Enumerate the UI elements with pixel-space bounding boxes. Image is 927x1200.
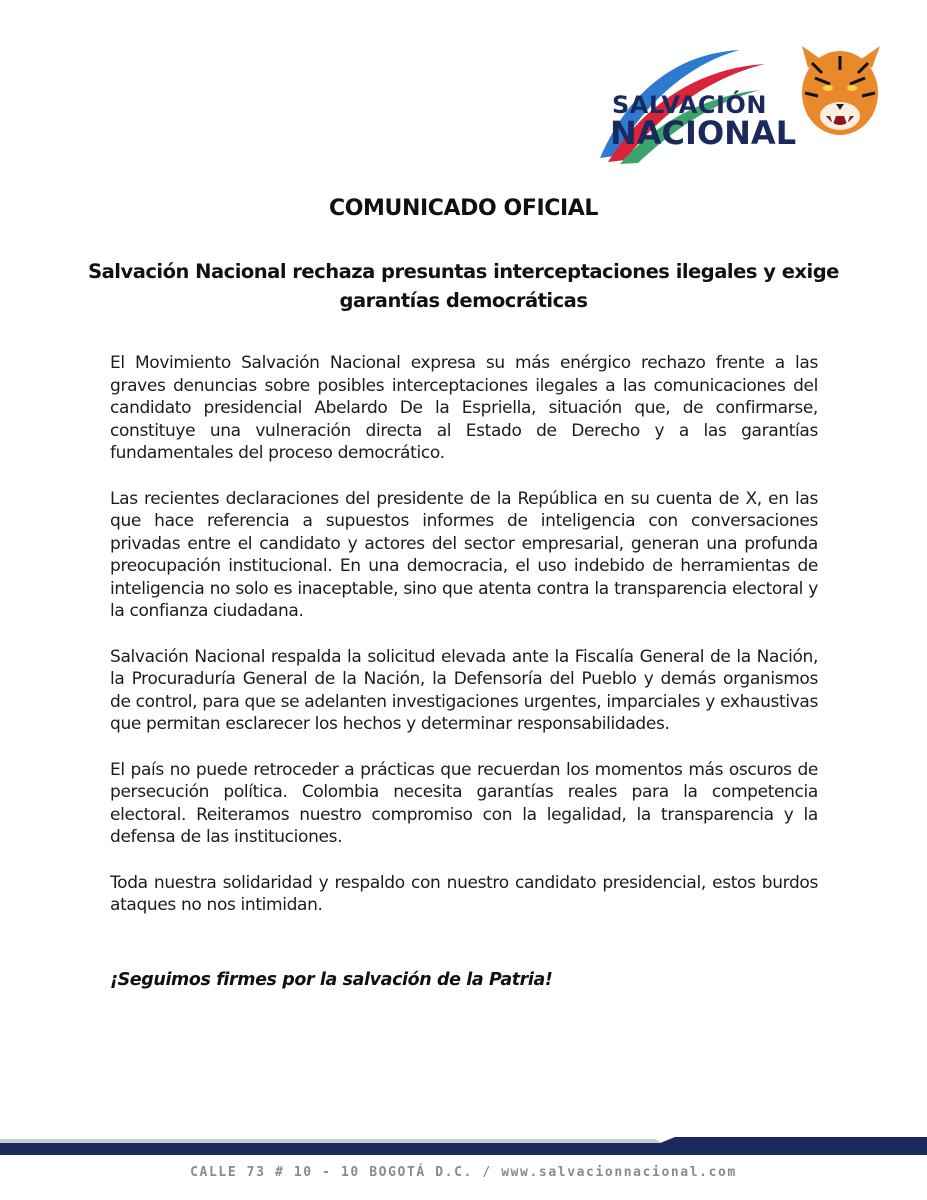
document-title: COMUNICADO OFICIAL xyxy=(328,196,599,221)
footer-bar-graphic xyxy=(0,1137,927,1155)
footer-bar xyxy=(0,1137,927,1155)
logo-text-line1: SALVACIÓN xyxy=(612,91,767,119)
document-body xyxy=(110,352,818,940)
party-logo-graphic xyxy=(590,38,890,178)
party-logo xyxy=(590,38,890,178)
body-paragraph-3: Salvación Nacional respalda la solicitud elevada ante la Fiscalía General de la Nación, la Procuraduría General de la Nación, la Defensoría del Pueblo y demás organismos de control, para que se adelanten investigaciones urgentes, imparciales y exhaustivas que permitan esclarecer los hechos y determinar responsabilidades. xyxy=(110,646,818,734)
footer-address: CALLE 73 # 10 - 10 BOGOTÁ D.C. / www.salvacionnacional.com xyxy=(190,1165,737,1180)
document-subtitle: Salvación Nacional rechaza presuntas interceptaciones ilegales y exige garantías democráticas xyxy=(88,260,839,312)
body-paragraph-1: El Movimiento Salvación Nacional expresa su más enérgico rechazo frente a las graves denuncias sobre posibles interceptaciones ilegales a las comunicaciones del candidato presidencial Abelardo De la Espriella, situación que, de confirmarse, constituye una vulneración directa al Estado de Derecho y a las garantías fundamentales del proceso democrático. xyxy=(110,353,818,463)
closing-statement: ¡Seguimos firmes por la salvación de la Patria! xyxy=(110,970,553,990)
body-paragraph-2: Las recientes declaraciones del presidente de la República en su cuenta de X, en las que hace referencia a supuestos informes de inteligencia con conversaciones privadas entre el candidato y actores del sector empresarial, generan una profunda preocupación institucional. En una democracia, el uso indebido de herramientas de inteligencia no solo es inaceptable, sino que atenta contra la transparencia electoral y la confianza ciudadana. xyxy=(110,488,818,621)
body-paragraph-5: Toda nuestra solidaridad y respaldo con nuestro candidato presidencial, estos burdos ataques no nos intimidan. xyxy=(110,872,818,915)
logo-text-line2: NACIONAL xyxy=(610,114,797,152)
body-paragraph-4: El país no puede retroceder a prácticas que recuerdan los momentos más oscuros de persecución política. Colombia necesita garantías reales para la competencia electoral. Reiteramos nuestro compromiso con la legalidad, la transparencia y la defensa de las instituciones. xyxy=(110,759,818,847)
tiger-head-icon xyxy=(802,46,880,135)
